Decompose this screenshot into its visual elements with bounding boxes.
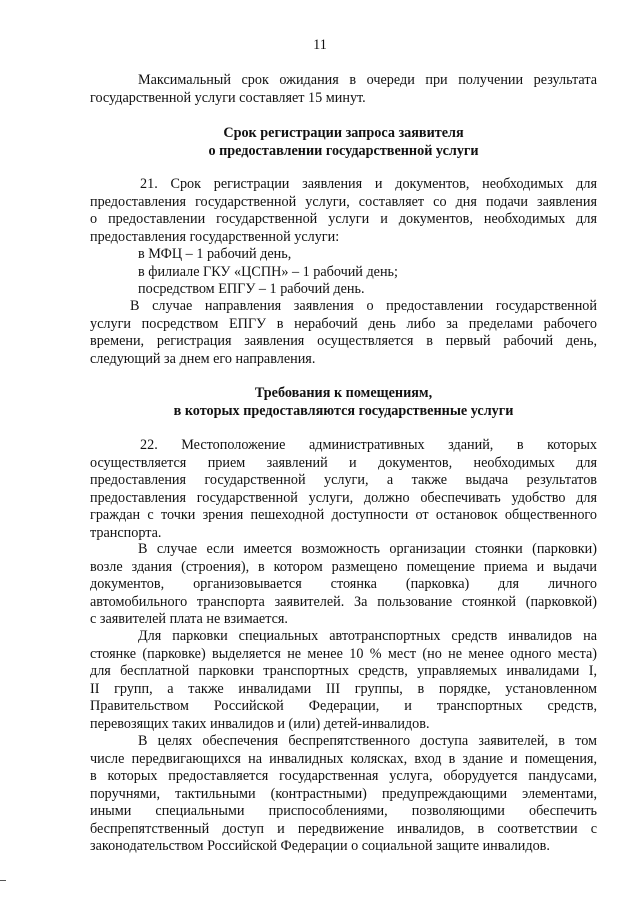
text-line: II групп, а также инвалидами III группы, в порядке, установленном	[90, 680, 597, 697]
text-line: числе передвигающихся на инвалидных колясках, вход в здание и помещения,	[90, 750, 597, 767]
page-number: 11	[313, 37, 327, 53]
text-line: транспорта.	[90, 524, 162, 541]
text-line: Для парковки специальных автотранспортных средств инвалидов на	[138, 628, 597, 644]
text-line: перевозящих таких инвалидов и (или) детей-инвалидов.	[90, 715, 430, 732]
text-line: с заявителей плата не взимается.	[90, 611, 288, 627]
text-line: осуществляется прием заявлений и документов, необходимых для	[90, 454, 597, 471]
text-line: Правительством Российской Федерации, и транспортных средств,	[90, 698, 597, 714]
text-line: для бесплатной парковки транспортных средств, управляемых инвалидами I,	[90, 663, 597, 679]
text-line: беспрепятственный доступ и передвижение инвалидов, в соответствии с	[90, 820, 597, 837]
heading-line: Требования к помещениям,	[254, 385, 433, 401]
section-heading-premises	[90, 385, 597, 420]
text-line: законодательством Российской Федерации о социальной защите инвалидов.	[90, 838, 550, 854]
heading-line: Срок регистрации запроса заявителя	[223, 125, 464, 141]
text-line: времени, регистрация заявления осуществляется в первый рабочий день,	[90, 333, 597, 349]
heading-line: в которых предоставляются государственные услуги	[173, 402, 514, 419]
text-line: автомобильного транспорта заявителей. За пользование стоянкой (парковкой)	[90, 593, 597, 610]
scan-margin-mark	[0, 880, 6, 881]
paragraph-accessibility	[90, 733, 597, 856]
heading-line: о предоставлении государственной услуги	[208, 142, 479, 159]
text-line: стоянке (парковке) выделяется не менее 10 % мест (но не менее одного места)	[90, 645, 597, 662]
text-line: услуги посредством ЕПГУ в нерабочий день либо за пределами рабочего	[90, 315, 597, 332]
text-line: следующий за днем его направления.	[90, 350, 316, 367]
list-item: в филиале ГКУ «ЦСПН» – 1 рабочий день;	[138, 263, 398, 280]
paragraph-parking	[90, 541, 597, 629]
text-line: предоставления государственной услуги, должно обеспечивать удобство для	[90, 489, 597, 506]
text-line: граждан с точки зрения пешеходной доступности от остановок общественного	[90, 507, 597, 523]
text-line: государственной услуги составляет 15 минут.	[90, 89, 366, 106]
text-line: предоставления государственной услуги, а также выдача результатов	[90, 472, 597, 488]
paragraph-21	[90, 176, 597, 246]
text-line: В случае если имеется возможность организации стоянки (парковки)	[138, 541, 597, 557]
paragraph-nonworking-day	[90, 298, 597, 368]
list-item: посредством ЕПГУ – 1 рабочий день.	[138, 281, 365, 297]
paragraph-disabled-parking	[90, 628, 597, 733]
paragraph-wait-time	[90, 72, 597, 107]
text-line: предоставления государственной услуги, составляет со дня подачи заявления	[90, 193, 597, 210]
text-line: Максимальный срок ожидания в очереди при получении результата	[138, 72, 597, 88]
text-line: поручнями, тактильными (контрастными) предупреждающими элементами,	[90, 785, 597, 802]
registration-terms-list	[90, 246, 597, 299]
section-heading-registration	[90, 125, 597, 160]
text-line: о предоставлении государственной услуги и документов, необходимых для	[90, 211, 597, 227]
text-line: В случае направления заявления о предоставлении государственной	[130, 298, 597, 314]
text-line: в которых предоставляется государственная услуга, оборудуется пандусами,	[90, 768, 597, 784]
text-line: 21. Срок регистрации заявления и документов, необходимых для	[140, 176, 597, 192]
text-line: В целях обеспечения беспрепятственного доступа заявителей, в том	[138, 733, 597, 749]
list-item: в МФЦ – 1 рабочий день,	[138, 246, 292, 262]
text-line: 22. Местоположение административных зданий, в которых	[140, 437, 597, 453]
text-line: предоставления государственной услуги:	[90, 228, 340, 245]
text-line: документов, организовывается стоянка (парковка) для личного	[90, 576, 597, 592]
text-line: возле здания (строения), в котором размещено помещение приема и выдачи	[90, 558, 597, 575]
paragraph-22	[90, 437, 597, 542]
text-line: иными специальными приспособлениями, позволяющими обеспечить	[90, 803, 597, 819]
